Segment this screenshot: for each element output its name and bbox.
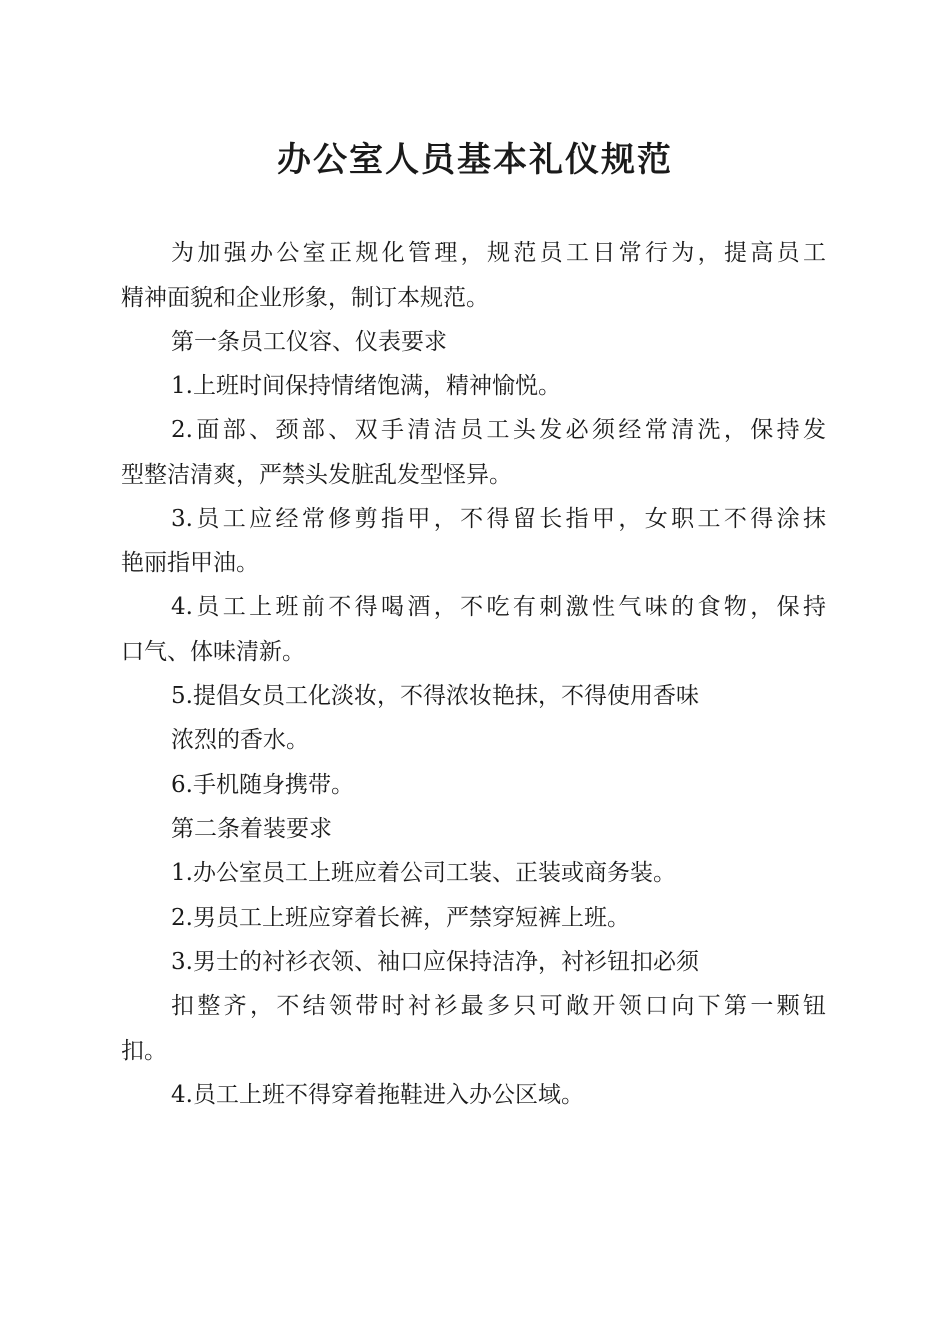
paragraph-line: 为加强办公室正规化管理，规范员工日常行为，提高员工 bbox=[171, 240, 826, 266]
list-item: 5.提倡女员工化淡妆，不得浓妆艳抹，不得使用香味 bbox=[171, 683, 699, 709]
list-item: 3.员工应经常修剪指甲，不得留长指甲，女职工不得涂抹 bbox=[171, 506, 826, 532]
section-heading: 第一条员工仪容、仪表要求 bbox=[171, 329, 447, 355]
document-title: 办公室人员基本礼仪规范 bbox=[277, 140, 673, 180]
list-item-continuation: 型整洁清爽，严禁头发脏乱发型怪异。 bbox=[121, 462, 512, 488]
paragraph-line: 精神面貌和企业形象，制订本规范。 bbox=[121, 285, 489, 311]
list-item: 2.面部、颈部、双手清洁员工头发必须经常清洗，保持发 bbox=[171, 417, 826, 443]
list-item: 2.男员工上班应穿着长裤，严禁穿短裤上班。 bbox=[171, 905, 630, 931]
list-item: 1.上班时间保持情绪饱满，精神愉悦。 bbox=[171, 373, 561, 399]
list-item-continuation: 扣。 bbox=[121, 1038, 167, 1064]
list-item-continuation: 扣整齐，不结领带时衬衫最多只可敞开领口向下第一颗钮 bbox=[171, 993, 826, 1019]
list-item: 4.员工上班不得穿着拖鞋进入办公区域。 bbox=[171, 1082, 584, 1108]
list-item: 1.办公室员工上班应着公司工装、正装或商务装。 bbox=[171, 860, 676, 886]
list-item-continuation: 口气、体味清新。 bbox=[121, 639, 305, 665]
section-heading: 第二条着装要求 bbox=[171, 816, 332, 842]
list-item: 6.手机随身携带。 bbox=[171, 772, 354, 798]
list-item-continuation: 艳丽指甲油。 bbox=[121, 550, 259, 576]
list-item: 4.员工上班前不得喝酒，不吃有刺激性气味的食物，保持 bbox=[171, 594, 826, 620]
list-item-continuation: 浓烈的香水。 bbox=[171, 727, 309, 753]
list-item: 3.男士的衬衫衣领、袖口应保持洁净，衬衫钮扣必须 bbox=[171, 949, 699, 975]
